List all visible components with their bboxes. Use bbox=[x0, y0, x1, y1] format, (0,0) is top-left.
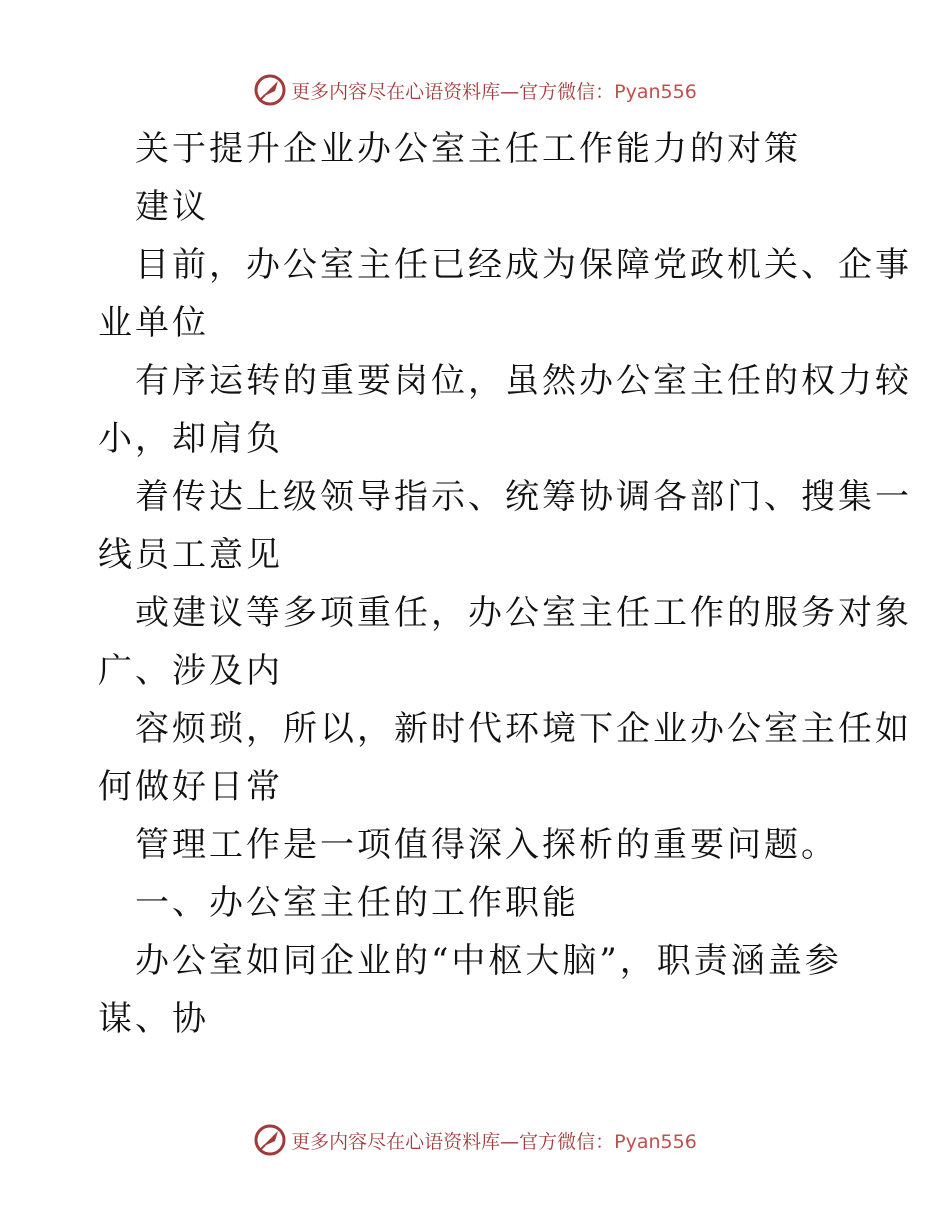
footer-wechat-handle: Pyan556 bbox=[614, 1130, 697, 1153]
paragraph-line: 何做好日常 bbox=[98, 767, 283, 807]
paragraph-line: 线员工意见 bbox=[98, 535, 283, 575]
header-banner-text: 更多内容尽在心语资料库—官方微信：Pyan556 bbox=[291, 80, 697, 103]
document-title-line-1: 关于提升企业办公室主任工作能力的对策 bbox=[135, 129, 801, 169]
paragraph-line: 谋、协 bbox=[98, 999, 209, 1039]
quill-logo-icon bbox=[253, 1123, 287, 1157]
paragraph-line: 容烦琐，所以，新时代环境下企业办公室主任如 bbox=[135, 709, 912, 749]
paragraph-line: 或建议等多项重任，办公室主任工作的服务对象 bbox=[135, 593, 912, 633]
document-title-line-2: 建议 bbox=[135, 187, 209, 227]
paragraph-line: 业单位 bbox=[98, 303, 209, 343]
paragraph-line: 办公室如同企业的“中枢大脑”，职责涵盖参 bbox=[135, 941, 842, 981]
document-body bbox=[98, 120, 912, 1048]
footer-banner bbox=[0, 1120, 950, 1160]
paragraph-line: 管理工作是一项值得深入探析的重要问题。 bbox=[135, 825, 838, 865]
paragraph-line: 广、涉及内 bbox=[98, 651, 283, 691]
quill-logo-icon bbox=[253, 73, 287, 107]
paragraph-line: 着传达上级领导指示、统筹协调各部门、搜集一 bbox=[135, 477, 912, 517]
paragraph-line: 小，却肩负 bbox=[98, 419, 283, 459]
footer-banner-text: 更多内容尽在心语资料库—官方微信：Pyan556 bbox=[291, 1130, 697, 1153]
paragraph-line: 目前，办公室主任已经成为保障党政机关、企事 bbox=[135, 245, 912, 285]
header-banner bbox=[0, 70, 950, 110]
section-heading: 一、办公室主任的工作职能 bbox=[135, 883, 579, 923]
paragraph-line: 有序运转的重要岗位，虽然办公室主任的权力较 bbox=[135, 361, 912, 401]
header-wechat-handle: Pyan556 bbox=[614, 80, 697, 103]
